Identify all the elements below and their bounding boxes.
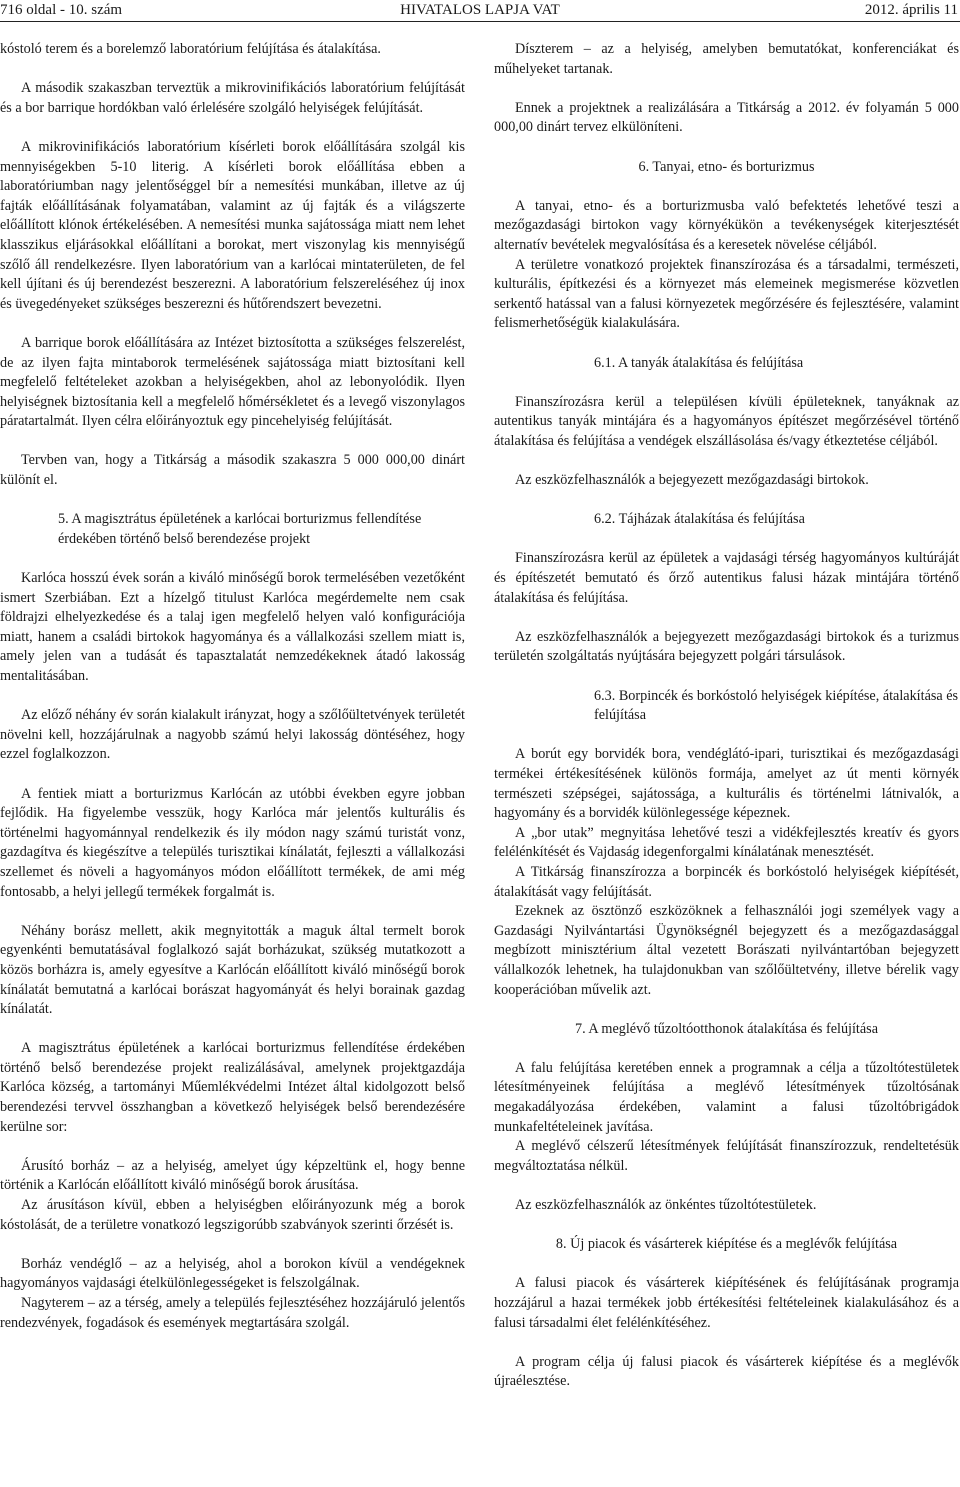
header-rule — [0, 21, 960, 22]
paragraph: Az előző néhány év során kialakult irányzat, hogy a szőlőültetvények területét növelni kell, hozzájárulnak a nagyobb számú helyi lakosság döntéséhez, hogy ezzel foglalkozzon. — [0, 707, 465, 763]
subsection-heading: 6.3. Borpincék és borkóstoló helyiségek kiépítése, átalakítása és felújítása — [594, 687, 959, 724]
paragraph: Az eszközfelhasználók a bejegyezett mezőgazdasági birtokok. — [515, 472, 869, 489]
paragraph: Finanszírozásra kerül az épületek a vajdasági térség hagyományos kultúráját és építészetét bemutató és őrző autentikus falusi házak mintájára történő átalakítása és felújítása. — [494, 550, 959, 606]
section-heading: 6. Tanyai, etno- és borturizmus — [638, 158, 815, 175]
left-column — [0, 40, 465, 1333]
paragraph: A falusi piacok és vásárterek kiépítésének és felújításának programja hozzájárul a hazai termékek jobb értékesítési feltételeinek kialakulásához és a falusi társadalmi élet felélénkítéséhez. — [494, 1275, 959, 1331]
paragraph: Borház vendéglő – az a helyiség, ahol a borokon kívül a vendégeknek hagyományos vajdasági ételkülönlegességeket is felszolgálnak. — [0, 1255, 465, 1292]
section-heading: 5. A magisztrátus épületének a karlócai borturizmus fellendítése érdekében történő belső berendezése projekt — [58, 511, 422, 547]
issue-date: 2012. április 11 — [864, 2, 958, 18]
journal-title: HIVATALOS LAPJA VAT — [400, 2, 560, 18]
paragraph: kóstoló terem és a borelemző laboratórium felújítása és átalakítása. — [0, 41, 381, 57]
paragraph: Díszterem – az a helyiség, amelyben bemutatókat, konferenciákat és műhelyeket tartanak. — [494, 41, 959, 77]
paragraph: A Titkárság finanszírozza a borpincék és borkóstoló helyiségek kiépítését, átalakítását vagy felújítását. — [494, 863, 959, 900]
paragraph: A második szakaszban terveztük a mikrovinifikációs laboratórium felújítását és a bor barrique hordókban való érlelésére szolgáló helyiségek felújítását. — [0, 80, 465, 116]
paragraph: A meglévő célszerű létesítmények felújítását finanszírozzuk, rendeltetésük megváltoztatása nélkül. — [494, 1138, 959, 1174]
paragraph: A falu felújítása keretében ennek a programnak a célja a tűzoltótestületek létesítményeinek felújítása a meglévő létesítmények tűzoltósának megakadályozása érdekében, valamint a falusi tűzoltóbrigádok munkafeltételeinek javítása. — [494, 1059, 959, 1135]
paragraph: Az eszközfelhasználók a bejegyezett mezőgazdasági birtokok és a turizmus területén szolgáltatás nyújtására bejegyzett polgári társulások. — [494, 628, 959, 665]
paragraph: A mikrovinifikációs laboratórium kísérleti borok előállítására szolgál kis mennyiségekben 5-10 literig. A kísérleti borok előállítása ebben a laboratóriumban nagy jelentőséggel bír a nemesítési munkában, illetve az új fajták előállításának folyamatában, valamint az új fajták és a világszerte előállított klónok értékelésében. A nemesítési munka sajátossága miatt nem lehet klasszikus eljárásokkal előállítani a borokat, mert viszonylag kis mennyiségű szőlő áll rendelkezésre. Ilyen laboratórium van a karlócai mintaterületen, de fel kell újítani és új berendezést beszerezni. A laboratórium felszereléséhez új inox és üvegedényeket szükséges beszerezni és hűtőrendszert bevezetni. — [0, 138, 465, 312]
section-heading: 7. A meglévő tűzoltóotthonok átalakítása és felújítása — [575, 1020, 878, 1037]
page-number: 716 oldal - 10. szám — [0, 2, 123, 18]
paragraph: Az árusításon kívül, ebben a helyiségben előirányozunk még a borok kóstolását, de a területre vonatkozó legszigorúbb szabványok szerinti őrzését is. — [0, 1197, 465, 1233]
paragraph: A program célja új falusi piacok és vásárterek kiépítése és a meglévők újraélesztése. — [494, 1353, 959, 1390]
paragraph: Néhány borász mellett, akik megnyitották a maguk által termelt borok egyenkénti bemutatásával foglalkozó saját borházukat, szükség mutatkozott a közös borházra is, amely egyesítve a Karlócán előállított kiváló minőségű borok kínálatát bemutatná a karlócai borászat hagyományát és helyi borainak gazdag kínálatát. — [0, 922, 465, 1018]
paragraph: A magisztrátus épületének a karlócai borturizmus fellendítése érdekében történő belső berendezése projekt realizálásával, amelynek projektgazdája Karlóca község, a tartományi Műemlékvédelmi Intézet által kidolgozott belső berendezési tervvel összhangban a következő helyiségek belső berendezésére kerülne sor: — [0, 1040, 465, 1135]
paragraph: A fentiek miatt a borturizmus Karlócán az utóbbi években egyre jobban fejlődik. Ha figyelembe vesszük, hogy Karlóca már jelentős kulturális és történelmi hagyománnyal rendelkezik és ily módon nagy számú turistát vonz, gazdagítva és kiegészítve a település turisztikai kínálatát, fejleszti a vállalkozási szellemet és növeli a hagyományos módon előállított termékek, de ami még fontosabb, a helyi jellegű termékek forgalmát is. — [0, 785, 465, 900]
paragraph: A barrique borok előállítására az Intézet biztosította a szükséges felszerelést, de az ilyen fajta mintaborok termelésének sajátossága miatt biztosítani kell megfelelő feltételeket azokban a helyiségekben, ahol az lebonyolódik. Ilyen helyiségnek biztosítania kell a megfelelő hőmérsékletet és a levegő viszonylagos páratartalmát. Ilyen célra előirányoztuk egy pincehelyiség felújítását. — [0, 334, 465, 430]
right-column — [494, 40, 959, 1392]
paragraph: Ennek a projektnek a realizálására a Titkárság a 2012. év folyamán 5 000 000,00 dinárt tervez elkülöníteni. — [494, 99, 959, 136]
paragraph: A területre vonatkozó projektek finanszírozása és a társadalmi, természeti, kulturális, építkezési és a környezet más elemeinek megismerése közvetlen serkentő hatással van a falusi környezetek megőrzésére és fejlesztésére, valamint felismerhetőségük kialakulására. — [494, 256, 959, 332]
paragraph: A borút egy borvidék bora, vendéglátó-ipari, turisztikai és mezőgazdasági termékei értékesítésének különös formája, amelyet az út menti környék természeti szépségei, sajátossága, a kulturális és történelmi látnivalók, a hagyomány és a borvidék különlegessége képeznek. — [494, 746, 959, 822]
page-header — [0, 0, 960, 20]
paragraph: Nagyterem – az a térség, amely a település fejlesztéséhez hozzájáruló jelentős rendezvények, fogadások és események megtartására szolgál. — [0, 1295, 465, 1331]
paragraph: A „bor utak” megnyitása lehetővé teszi a vidékfejlesztés kreatív és gyors felélénkítését és Vajdaság idegenforgalmi kínálatának menesztését. — [494, 824, 959, 861]
paragraph: A tanyai, etno- és a borturizmusba való befektetés lehetővé teszi a mezőgazdasági birtokon vagy környékükön a tevékenységek kiterjesztését alternatív bevételek megvalósítása és a keresetek növelése céljából. — [494, 197, 959, 253]
paragraph: Finanszírozásra kerül a településen kívüli épületeknek, tanyáknak az autentikus tanyák mintájára és a hagyományos építészet megőrzésével történő átalakítása és felújítása a vendégek elszállásolása és/vagy étkeztetése céljából. — [494, 393, 959, 449]
paragraph: Az eszközfelhasználók az önkéntes tűzoltótestületek. — [515, 1197, 817, 1214]
paragraph: Karlóca hosszú évek során a kiváló minőségű borok termelésében vezetőként ismert Szerbiában. Ezt a hízelgő titulust Karlóca megérdemelte nem csak földrajzi elhelyezkedése és a talaj igen megfelelő helyen való konfigurációja miatt, hanem a családi birtokok hagyománya és a vállalkozási szellem miatt is, amely jelen van a tudását és tapasztalatát nemzedékeknek átadó lakosság mentalitásában. — [0, 570, 465, 684]
paragraph: Ezeknek az ösztönző eszközöknek a felhasználói jogi személyek vagy a Gazdasági Nyilvántartási Ügynökségnél bejegyzett és a mezőgazdasággal megbízott minisztérium által vezetett Borászati nyilvántartóban bejegyzett vállalkozók lehetnek, ha tulajdonukban van szőlőültetvény, illetve bérelik vagy kooperációban művelik azt. — [494, 903, 959, 998]
subsection-heading: 6.1. A tanyák átalakítása és felújítása — [594, 354, 804, 371]
paragraph: Tervben van, hogy a Titkárság a második szakaszra 5 000 000,00 dinárt különít el. — [0, 452, 465, 489]
subsection-heading: 6.2. Tájházak átalakítása és felújítása — [594, 511, 805, 528]
paragraph: Árusító borház – az a helyiség, amelyet úgy képzeltünk el, hogy benne történik a Karlócán előállított kiváló minőségű borok árusítása. — [0, 1157, 465, 1194]
section-heading: 8. Új piacok és vásárterek kiépítése és a meglévők felújítása — [555, 1236, 898, 1253]
